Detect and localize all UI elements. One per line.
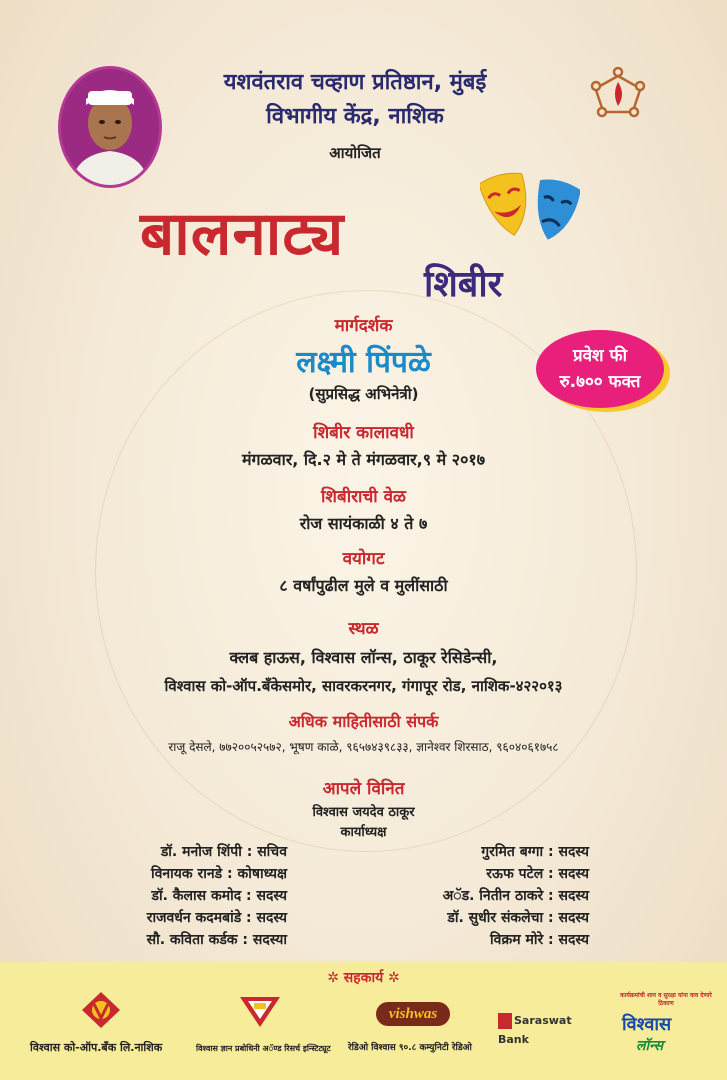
pratishthan-logo-icon	[588, 64, 648, 124]
org-name: यशवंतराव चव्हाण प्रतिष्ठान, मुंबई	[223, 70, 487, 95]
contact-value: राजू देसले, ७७२००५२५७२, भूषण काळे, ९६५७४३९८३३, ज्ञानेश्वर शिरसाठ, ९६०४०६१७५८	[168, 740, 559, 754]
guide-name: लक्ष्मी पिंपळे	[296, 345, 431, 380]
regards-label: आपले विनित	[322, 779, 405, 799]
timing-value: रोज सायंकाळी ४ ते ७	[299, 514, 428, 533]
vishwas-bank-logo-icon	[80, 990, 122, 1030]
committee-member-left: डॉ. कैलास कमोद : सदस्य	[151, 888, 287, 904]
committee-member-right: रऊफ पटेल : सदस्य	[486, 866, 589, 882]
timing-label: शिबीराची वेळ	[321, 487, 406, 507]
committee-member-left: डॉ. मनोज शिंपी : सचिव	[160, 844, 287, 860]
saraswat-mark-icon	[498, 1013, 512, 1029]
committee-member-right: विक्रम मोरे : सदस्य	[490, 932, 589, 948]
sponsor-lawns-sub: लॉन्स	[636, 1038, 664, 1054]
saraswat-bank-logo	[498, 1010, 590, 1046]
duration-value: मंगळवार, दि.२ मे ते मंगळवार,९ मे २०१७	[241, 450, 486, 469]
sponsor-lawns-name: विश्वास	[622, 1014, 672, 1035]
sponsor-lawns-tagline: कार्यक्रमांची शान व सुरक्षा यांना वाव देणारे ठिकाण	[620, 992, 712, 1007]
committee-member-left: राजवर्धन कदमबांडे : सदस्य	[146, 910, 287, 926]
drama-masks-icon	[480, 170, 580, 260]
committee-member-right: डॉ. सुधीर संकलेचा : सदस्य	[447, 910, 589, 926]
dnyan-prabodhini-logo-icon	[238, 995, 282, 1029]
page-subtitle: शिबीर	[424, 264, 503, 305]
contact-label: अधिक माहितीसाठी संपर्क	[288, 712, 439, 731]
fee-amount: रु.७०० फक्त	[559, 372, 641, 392]
sponsor-bank: विश्वास को-ऑप.बँक लि.नाशिक	[30, 1041, 163, 1054]
sponsor-institute: विश्वास ज्ञान प्रबोधिनी अॅण्ड रिसर्च इन्स्टिट्यूट	[196, 1044, 331, 1053]
committee-member-right: अॅड. नितीन ठाकरे : सदस्य	[442, 888, 589, 904]
regards-name: विश्वास जयदेव ठाकूर	[312, 805, 415, 820]
portrait-photo	[58, 66, 162, 188]
sponsor-label: ✲ सहकार्य ✲	[327, 970, 400, 986]
guide-label: मार्गदर्शक	[334, 316, 393, 336]
saraswat-bank-name: Saraswat Bank	[498, 1014, 572, 1046]
radio-vishwas-logo: vishwas	[376, 1002, 450, 1026]
page-title: बालनाट्य	[140, 199, 345, 269]
sponsor-radio: रेडिओ विश्वास ९०.८ कम्युनिटी रेडिओ	[348, 1043, 472, 1053]
venue-label: स्थळ	[348, 619, 379, 639]
committee-member-left: विनायक रानडे : कोषाध्यक्ष	[150, 866, 287, 882]
age-label: वयोगट	[342, 549, 385, 569]
venue-line2: विश्वास को-ऑप.बँकेसमोर, सावरकरनगर, गंगापूर रोड, नाशिक-४२२०१३	[164, 677, 563, 695]
age-value: ८ वर्षांपुढील मुले व मुलींसाठी	[279, 576, 448, 595]
committee-member-left: सौ. कविता कर्डक : सदस्या	[146, 932, 287, 948]
venue-line1: क्लब हाऊस, विश्वास लॉन्स, ठाकूर रेसिडेन्सी,	[229, 648, 498, 667]
org-branch: विभागीय केंद्र, नाशिक	[266, 104, 444, 129]
fee-label: प्रवेश फी	[572, 346, 628, 366]
guide-note: (सुप्रसिद्ध अभिनेत्री)	[308, 385, 419, 403]
committee-member-right: गुरमित बग्गा : सदस्य	[481, 844, 589, 860]
duration-label: शिबीर कालावधी	[313, 423, 414, 443]
regards-role: कार्याध्यक्ष	[340, 825, 387, 840]
organized-by: आयोजित	[329, 144, 381, 162]
